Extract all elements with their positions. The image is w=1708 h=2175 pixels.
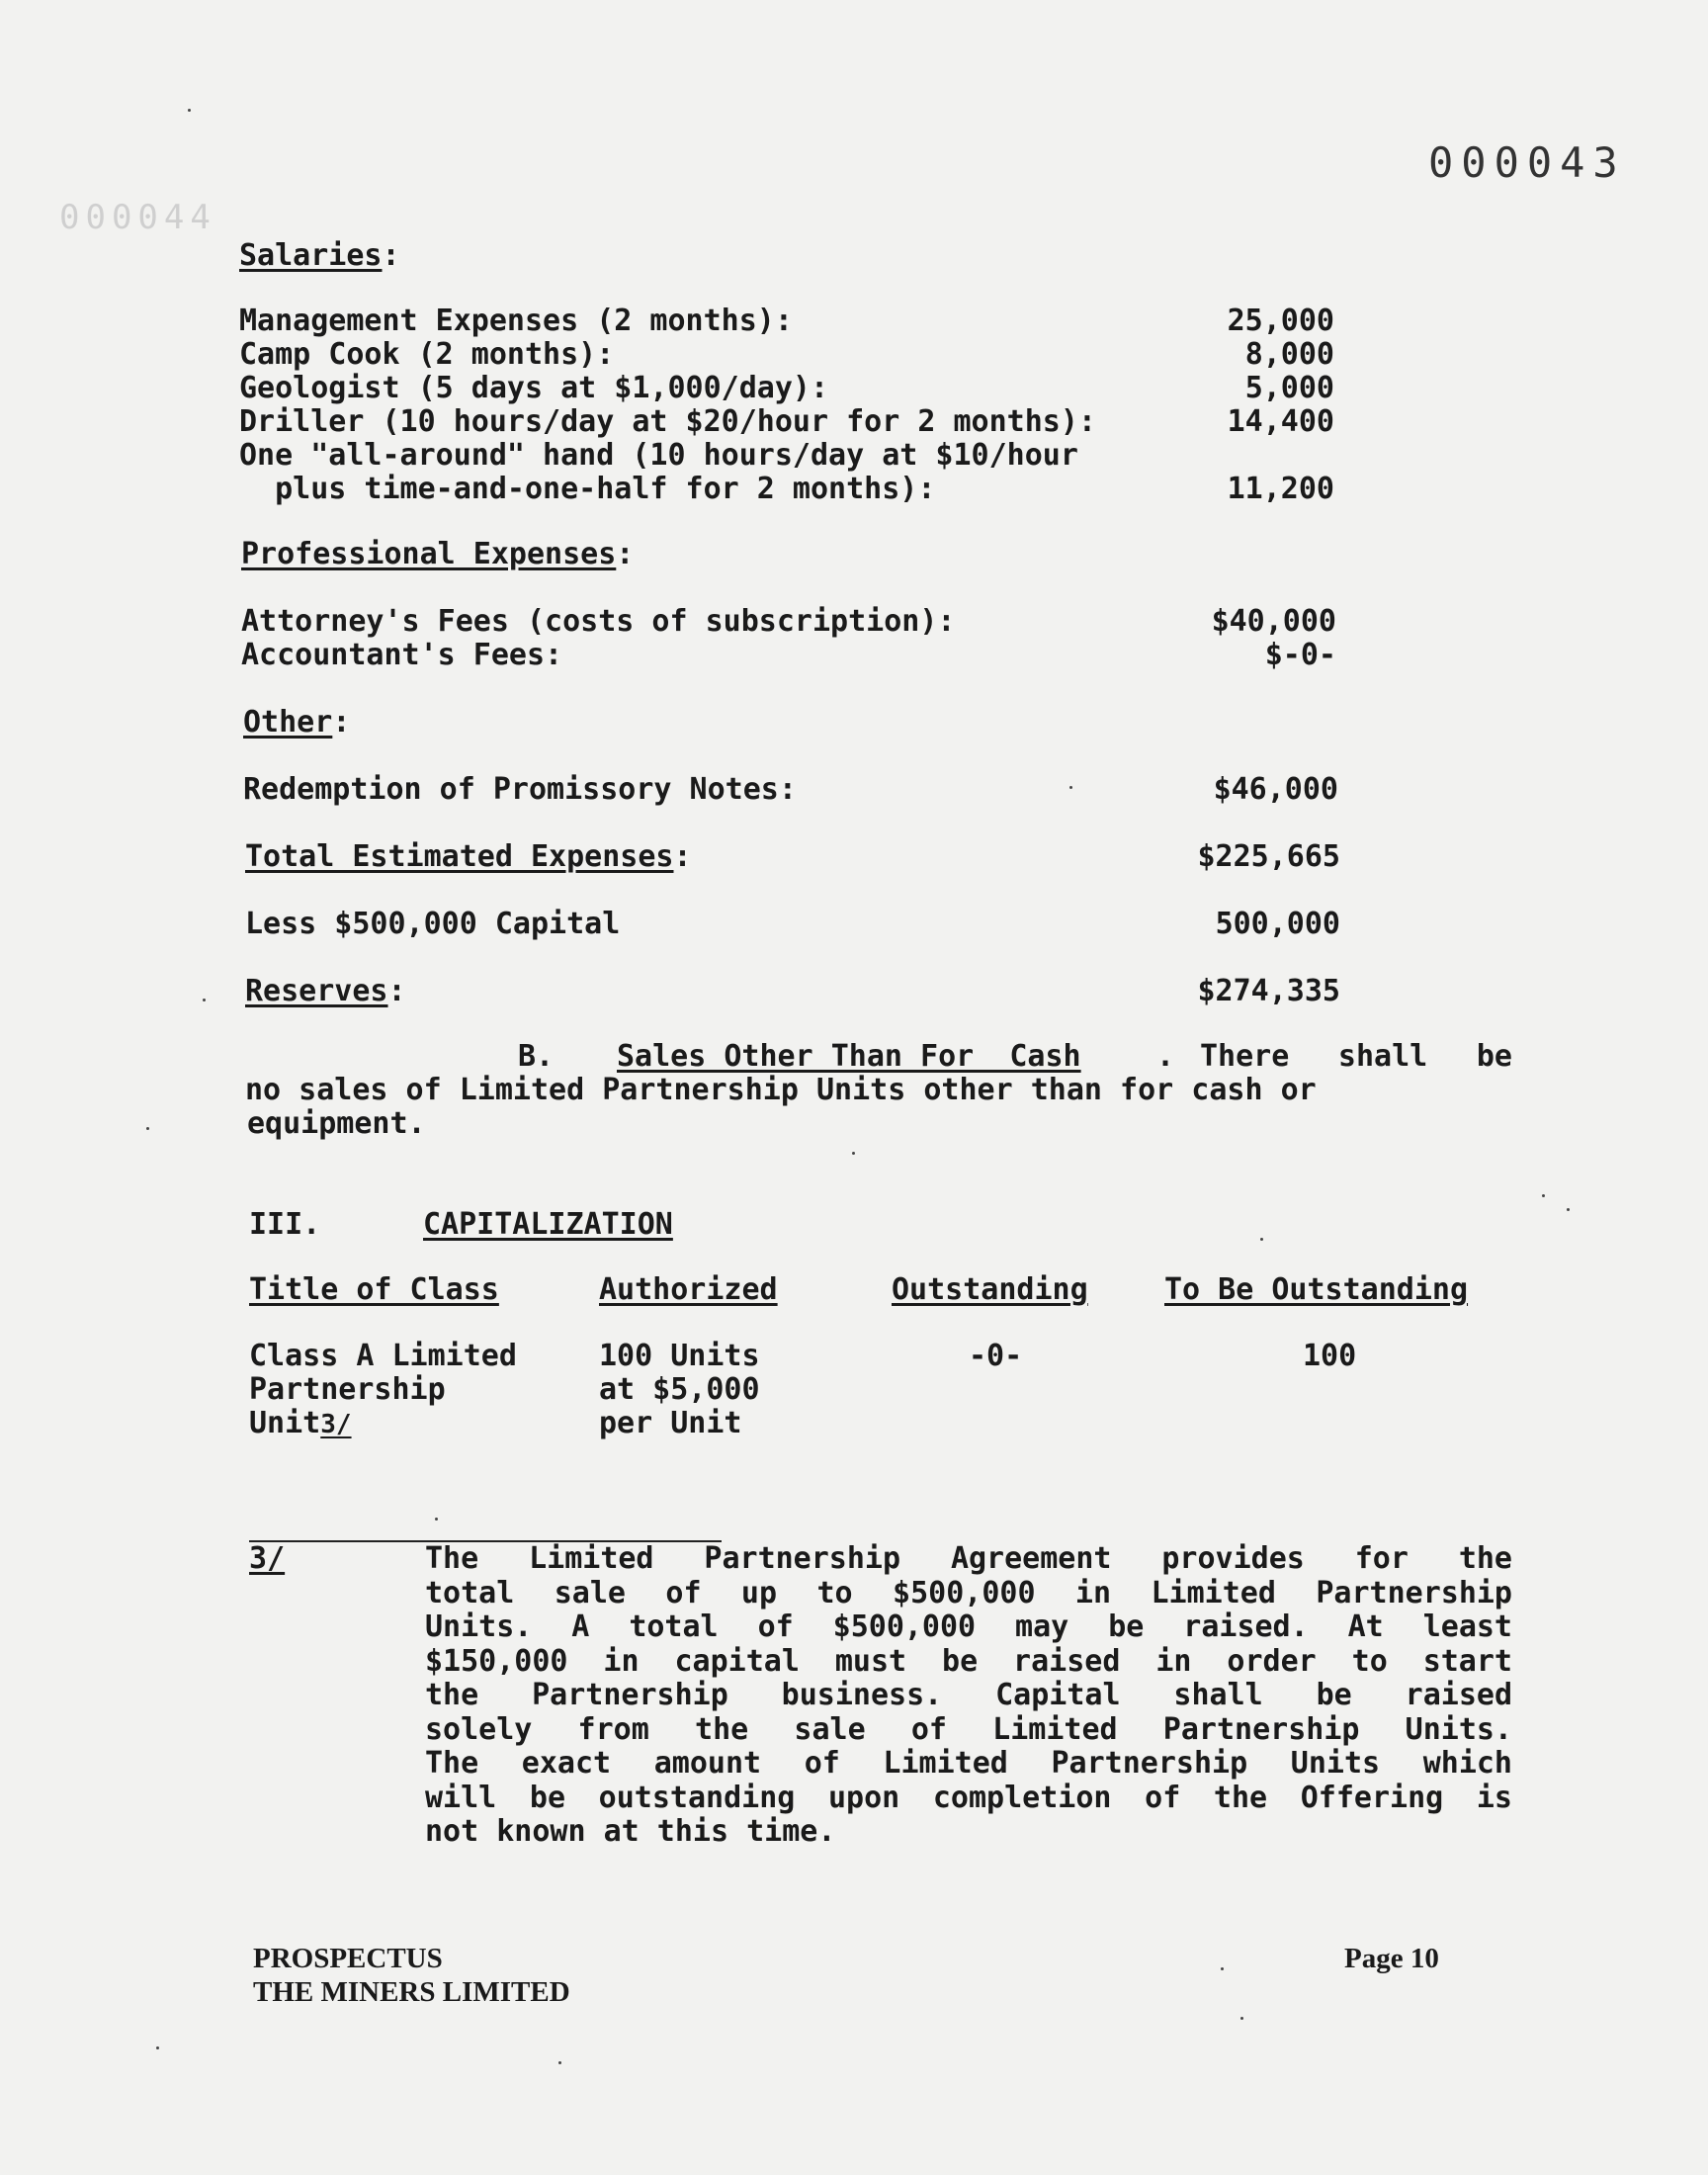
footer-company: THE MINERS LIMITED	[253, 1976, 570, 2008]
expense-amount: 14,400	[1227, 404, 1334, 439]
footnote-line: will be outstanding upon completion of the Offering is	[425, 1780, 1512, 1815]
expense-amount: 11,200	[1227, 472, 1334, 506]
section-b-text: .	[1156, 1039, 1175, 1074]
scan-speck	[1567, 1208, 1570, 1211]
footer-prospectus: PROSPECTUS	[253, 1943, 443, 1974]
scan-speck	[156, 2046, 159, 2049]
scan-speck	[1260, 1238, 1263, 1241]
class-title-line: Class A Limited	[249, 1339, 517, 1373]
less-capital-amount: 500,000	[1215, 907, 1340, 941]
total-amount: $225,665	[1197, 839, 1340, 874]
page-number: Page 10	[1344, 1943, 1439, 1974]
authorized-line: per Unit	[599, 1406, 742, 1440]
column-header: Authorized	[599, 1272, 778, 1307]
scan-speck	[188, 109, 191, 112]
expense-amount: 25,000	[1227, 304, 1334, 338]
footnote-line: The Limited Partnership Agreement provides for the	[425, 1541, 1512, 1576]
section-numeral: III.	[249, 1207, 321, 1242]
to-be-outstanding-value: 100	[1303, 1339, 1357, 1373]
expense-label: Attorney's Fees (costs of subscription):	[241, 604, 956, 639]
expense-label: Accountant's Fees:	[241, 638, 563, 672]
expense-amount: 5,000	[1244, 371, 1334, 405]
scan-speck	[1069, 786, 1072, 789]
ghost-page-number: 000044	[59, 198, 216, 237]
column-header: To Be Outstanding	[1164, 1272, 1469, 1307]
footnote-line: not known at this time.	[425, 1814, 836, 1849]
footnote-text	[425, 1542, 1512, 1850]
footnote-line: $150,000 in capital must be raised in order to start	[425, 1643, 1512, 1679]
expense-label: One "all-around" hand (10 hours/day at $10/hour	[239, 438, 1078, 473]
reserves-amount: $274,335	[1197, 974, 1340, 1008]
expense-amount: $40,000	[1211, 604, 1336, 639]
scan-speck	[435, 1518, 438, 1521]
scan-speck	[1542, 1194, 1545, 1197]
section-b-text: equipment.	[247, 1106, 426, 1141]
expense-label: Camp Cook (2 months):	[239, 337, 615, 372]
expense-label: Driller (10 hours/day at $20/hour for 2 months):	[239, 404, 1096, 439]
section-b-title: Sales Other Than For Cash	[617, 1039, 1081, 1074]
total-label: Total Estimated Expenses:	[245, 839, 692, 874]
column-header: Title of Class	[249, 1272, 499, 1307]
expense-amount: $46,000	[1213, 772, 1338, 807]
class-title-line: Unit3/	[249, 1406, 352, 1440]
expense-label: Redemption of Promissory Notes:	[243, 772, 797, 807]
class-title-line: Partnership	[249, 1372, 446, 1407]
expense-label: plus time-and-one-half for 2 months):	[239, 472, 936, 506]
section-b-text: no sales of Limited Partnership Units other than for cash or	[245, 1073, 1317, 1107]
scan-speck	[1240, 2017, 1243, 2020]
section-b-text: There shall be	[1200, 1039, 1512, 1074]
salaries-heading: Salaries:	[239, 238, 400, 273]
footnote-line: solely from the sale of Limited Partnership Units.	[425, 1711, 1512, 1747]
column-header: Outstanding	[892, 1272, 1088, 1307]
authorized-line: 100 Units	[599, 1339, 760, 1373]
scan-speck	[852, 1152, 855, 1155]
scan-speck	[558, 2061, 561, 2064]
scan-speck	[1221, 1967, 1224, 1970]
footnote-line: Units. A total of $500,000 may be raised. At least	[425, 1610, 1512, 1644]
authorized-line: at $5,000	[599, 1372, 760, 1407]
scan-speck	[203, 999, 206, 1001]
less-capital-label: Less $500,000 Capital	[245, 907, 621, 941]
footnote-line: the Partnership business. Capital shall be raised	[425, 1678, 1512, 1712]
expense-amount: $-0-	[1264, 638, 1336, 672]
section-b-letter: B.	[518, 1039, 555, 1074]
expense-amount: 8,000	[1244, 337, 1334, 372]
professional-heading: Professional Expenses:	[241, 537, 635, 571]
scan-speck	[146, 1127, 149, 1130]
bates-number: 000043	[1428, 138, 1626, 187]
reserves-label: Reserves:	[245, 974, 406, 1008]
section-title: CAPITALIZATION	[423, 1207, 673, 1242]
footnote-line: total sale of up to $500,000 in Limited Partnership	[425, 1575, 1512, 1610]
other-heading: Other:	[243, 705, 351, 740]
footnote-marker: 3/	[249, 1541, 286, 1576]
outstanding-value: -0-	[969, 1339, 1023, 1373]
expense-label: Management Expenses (2 months):	[239, 304, 793, 338]
footnote-ref: 3/	[320, 1410, 352, 1439]
expense-label: Geologist (5 days at $1,000/day):	[239, 371, 829, 405]
footnote-line: The exact amount of Limited Partnership Units which	[425, 1746, 1512, 1781]
